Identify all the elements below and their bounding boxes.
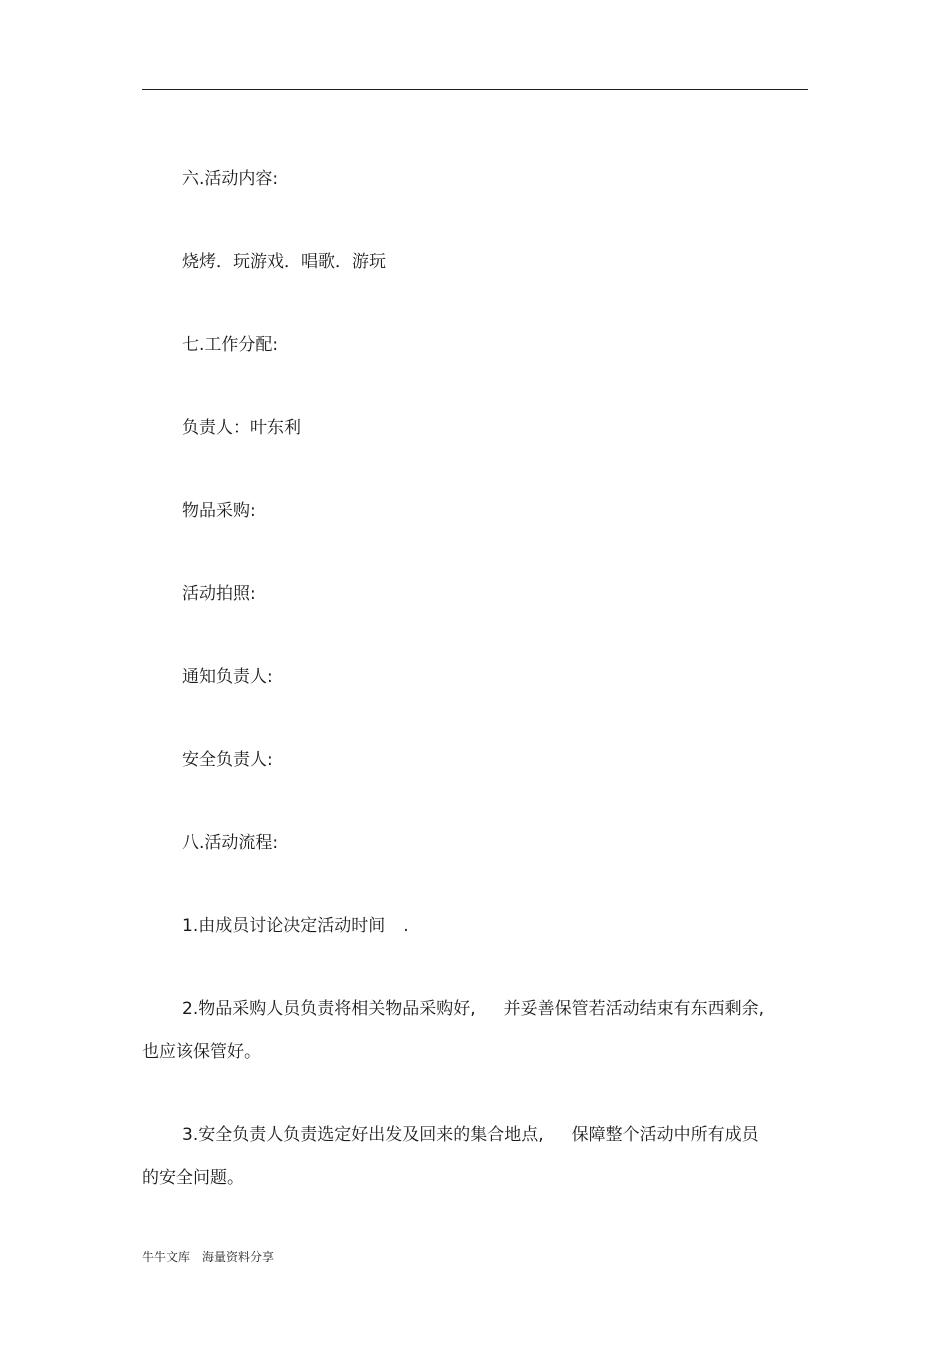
step-3-line-1	[142, 1124, 808, 1146]
step-3-text: 3.安全负责人负责选定好出发及回来的集合地点,	[182, 1125, 544, 1145]
step-2-tail: 并妥善保管若活动结束有东西剩余,	[503, 999, 765, 1019]
photography-line: 活动拍照:	[182, 584, 256, 604]
step-3-tail: 保障整个活动中所有成员	[571, 1125, 759, 1145]
section-8-heading: 八.活动流程:	[182, 833, 279, 853]
step-1-line	[142, 915, 808, 937]
notice-owner-line: 通知负责人:	[182, 667, 273, 687]
section-6-heading: 六.活动内容:	[182, 169, 279, 189]
step-1-tail: .	[403, 916, 409, 936]
step-1-text: 1.由成员讨论决定活动时间	[182, 916, 386, 936]
owner-line: 负责人：叶东利	[182, 418, 301, 438]
step-3-line-2: 的安全问题。	[142, 1168, 244, 1188]
section-7-heading: 七.工作分配:	[182, 335, 279, 355]
step-2-text: 2.物品采购人员负责将相关物品采购好,	[182, 999, 476, 1019]
step-2-line-2: 也应该保管好。	[142, 1042, 261, 1062]
page-footer	[142, 1249, 274, 1265]
header-divider	[142, 89, 808, 90]
step-3	[142, 1124, 808, 1189]
section-6-content: 烧烤．玩游戏．唱歌．游玩	[182, 252, 386, 272]
step-2	[142, 998, 808, 1063]
purchasing-line: 物品采购:	[182, 501, 256, 521]
step-2-line-1	[142, 998, 808, 1020]
footer-slogan: 海量资料分享	[202, 1250, 275, 1264]
safety-owner-line: 安全负责人:	[182, 750, 273, 770]
footer-brand: 牛牛文库	[142, 1250, 191, 1264]
step-1	[142, 915, 808, 937]
